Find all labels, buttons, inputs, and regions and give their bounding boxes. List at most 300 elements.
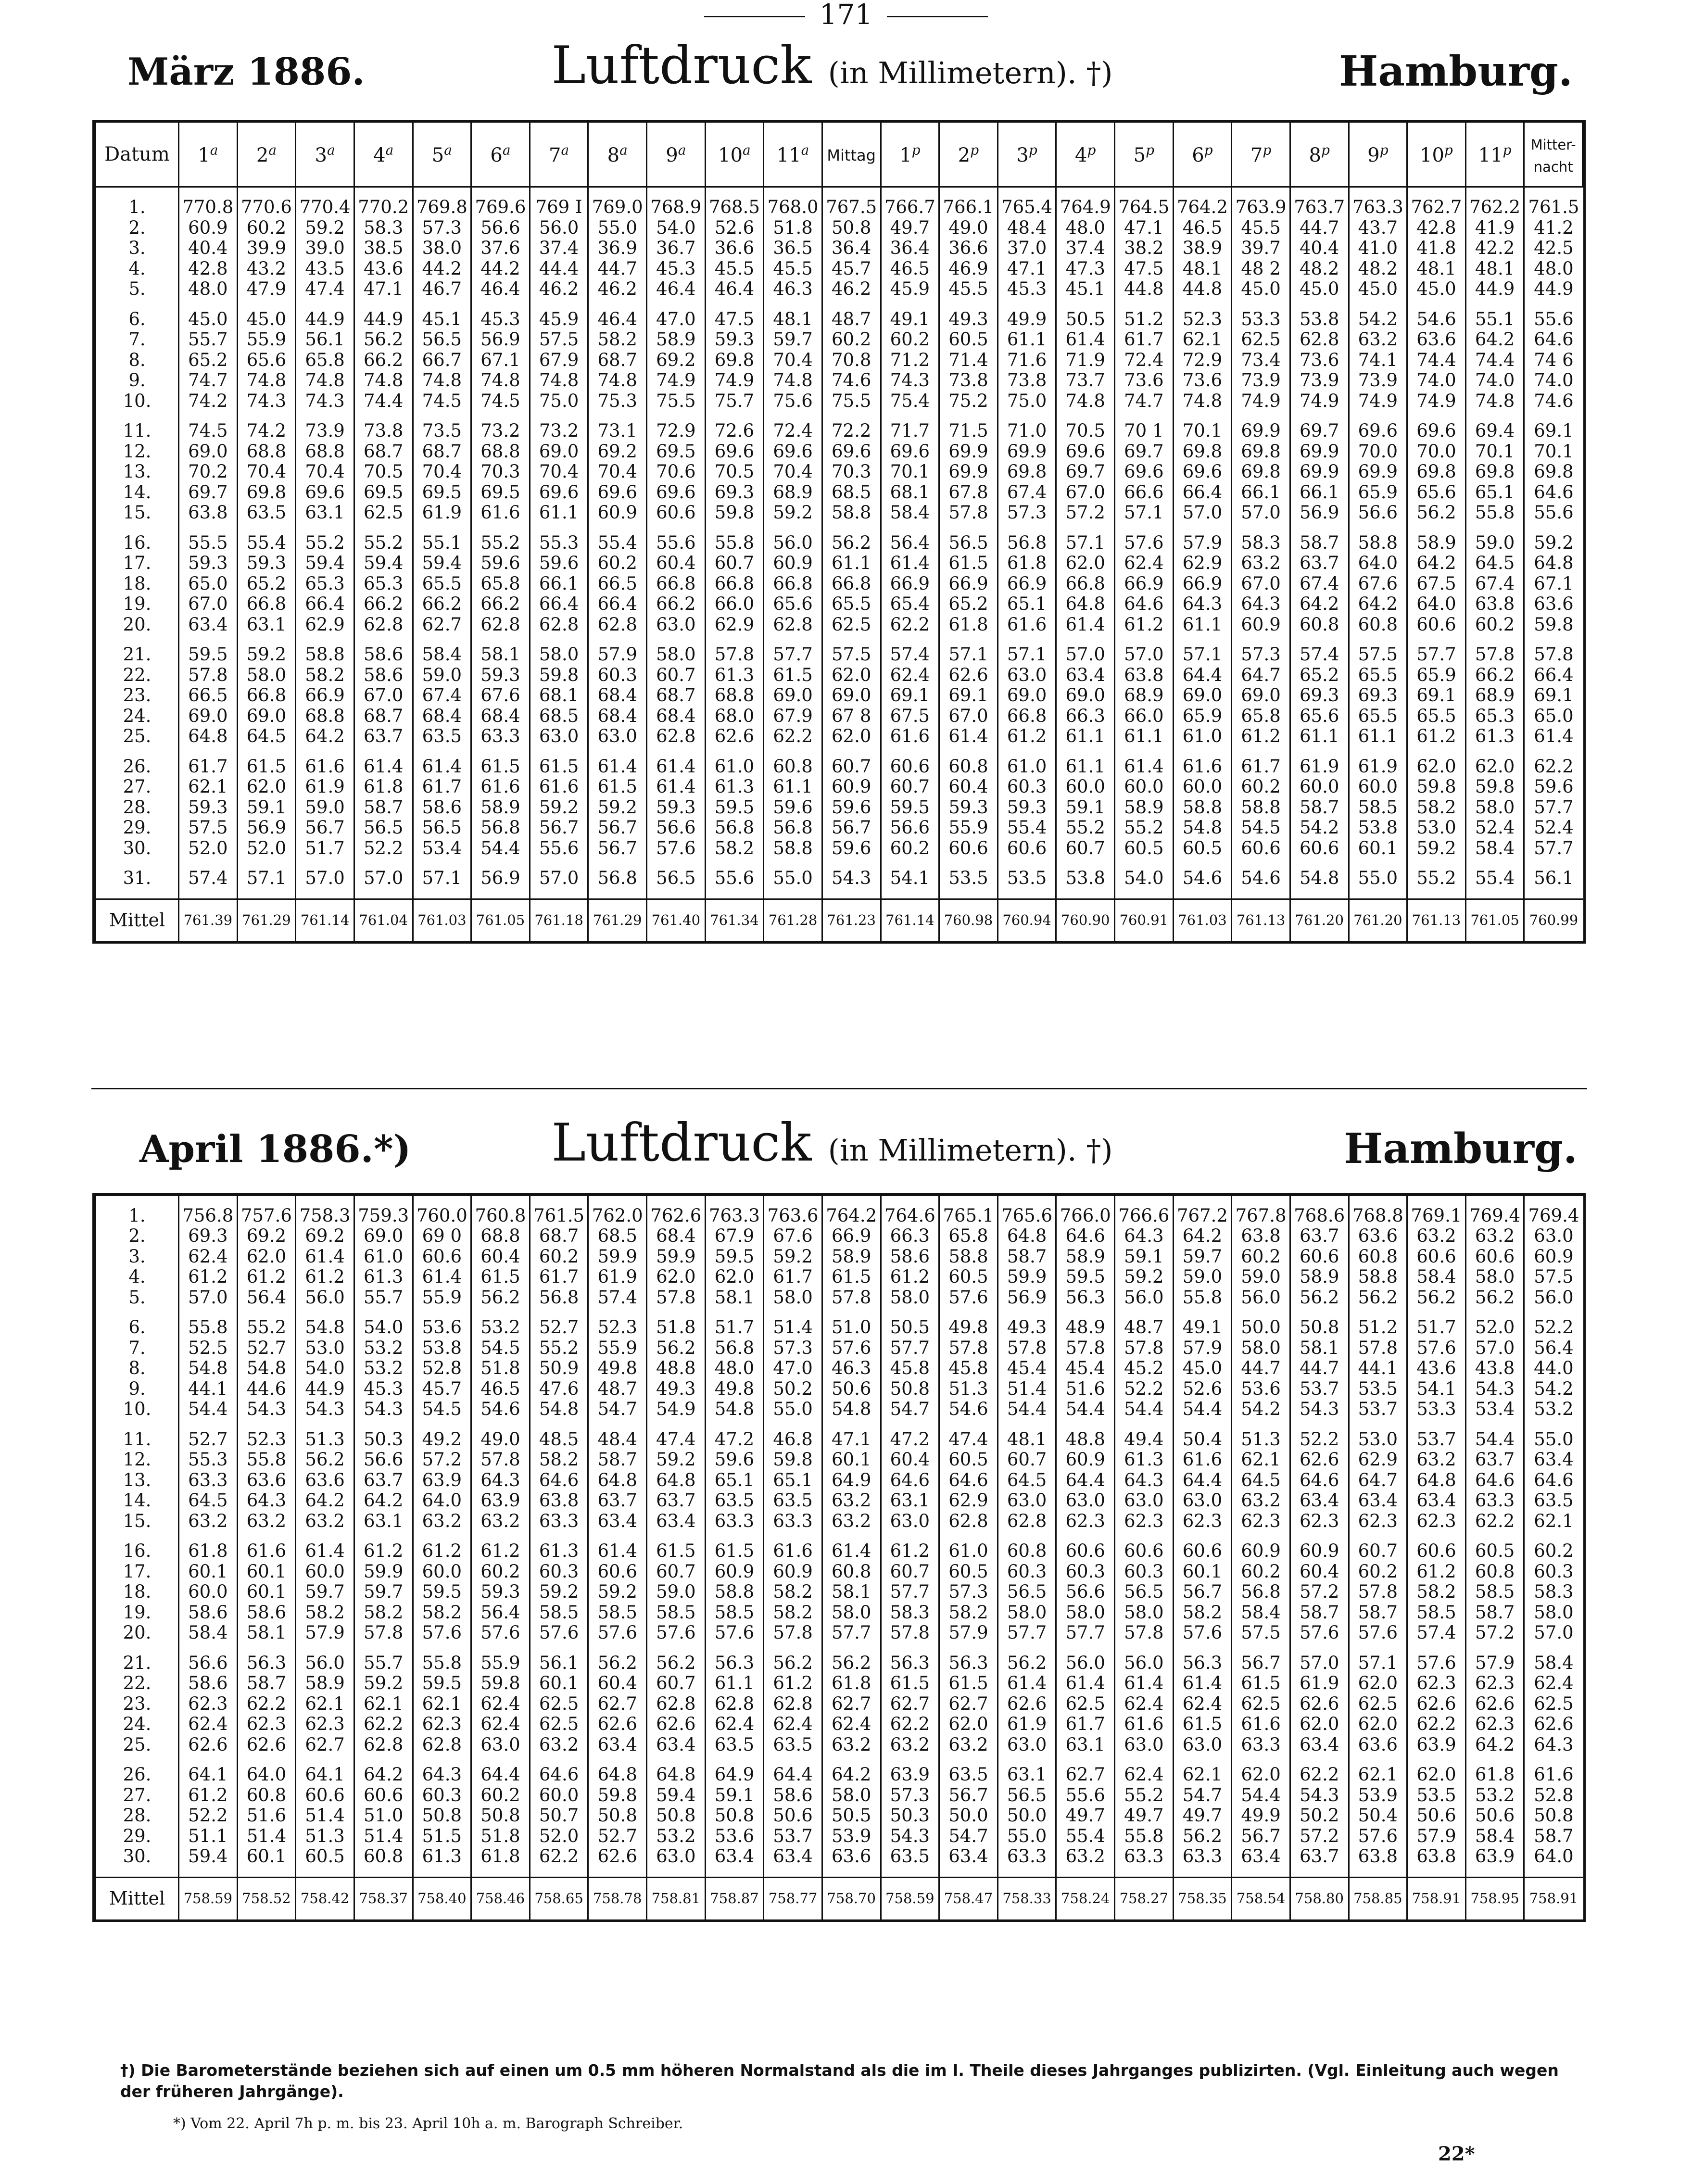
- pressure-cell: 61.4: [1115, 1673, 1174, 1694]
- hour-header: [1056, 123, 1115, 187]
- pressure-cell: 60.5: [296, 1846, 354, 1867]
- spacer-cell: [530, 1755, 588, 1765]
- pressure-cell: 53.0: [296, 1338, 354, 1359]
- pressure-cell: 67.6: [764, 1226, 822, 1247]
- pressure-cell: 762.7: [1407, 197, 1466, 218]
- pressure-cell: 56.2: [1290, 1288, 1349, 1308]
- pressure-cell: 70.4: [237, 462, 296, 482]
- pressure-cell: 68.8: [471, 1226, 530, 1247]
- pressure-cell: 60.9: [588, 503, 647, 523]
- pressure-cell: 45.0: [237, 309, 296, 330]
- pressure-cell: 58.0: [1115, 1603, 1174, 1623]
- pressure-cell: 69.0: [1056, 685, 1115, 706]
- pressure-cell: 54.8: [1290, 868, 1349, 889]
- spacer-cell: [1407, 1867, 1466, 1878]
- pressure-cell: 59.2: [764, 1247, 822, 1267]
- pressure-cell: 62.1: [413, 1694, 471, 1715]
- pressure-cell: 45.2: [1115, 1358, 1174, 1379]
- table-row: [96, 553, 1583, 574]
- spacer-cell: [1056, 747, 1115, 757]
- pressure-cell: 59.9: [354, 1562, 413, 1582]
- pressure-cell: 69.6: [705, 442, 764, 462]
- spacer-cell: [354, 1195, 413, 1206]
- pressure-cell: 65.6: [764, 594, 822, 615]
- pressure-cell: 63.2: [296, 1511, 354, 1532]
- pressure-cell: 60.9: [705, 1562, 764, 1582]
- spacer-cell: [1465, 1867, 1524, 1878]
- spacer-cell: [1056, 1308, 1115, 1317]
- pressure-cell: 52.7: [179, 1429, 238, 1450]
- pressure-cell: 55.8: [413, 1653, 471, 1674]
- table-row: [96, 706, 1583, 727]
- pressure-cell: 69.1: [939, 685, 998, 706]
- pressure-cell: 58.4: [1232, 1603, 1290, 1623]
- spacer-cell: [1115, 523, 1174, 533]
- pressure-cell: 63.3: [1232, 1735, 1290, 1755]
- pressure-cell: 57.1: [1056, 533, 1115, 554]
- pressure-cell: 62.8: [354, 615, 413, 635]
- pressure-cell: 765.4: [998, 197, 1056, 218]
- pressure-cell: 58.2: [939, 1603, 998, 1623]
- spacer-cell: [179, 635, 238, 644]
- pressure-cell: 60.2: [1232, 777, 1290, 797]
- table-row: [96, 442, 1583, 462]
- pressure-cell: 48.1: [1173, 259, 1232, 279]
- spacer-cell: [588, 411, 647, 421]
- pressure-cell: 63.5: [764, 1490, 822, 1511]
- pressure-cell: 61.5: [530, 757, 588, 777]
- pressure-cell: 58.6: [237, 1603, 296, 1623]
- pressure-cell: 64.7: [1232, 665, 1290, 686]
- spacer-cell: [822, 1867, 881, 1878]
- pressure-cell: 69.7: [1115, 442, 1174, 462]
- table-row: [96, 421, 1583, 442]
- pressure-cell: 56.0: [1524, 1288, 1583, 1308]
- pressure-cell: 38.0: [413, 238, 471, 259]
- pressure-cell: 60.2: [881, 329, 939, 350]
- spacer-cell: [1115, 1420, 1174, 1429]
- spacer-cell: [179, 1755, 238, 1765]
- pressure-cell: 62.4: [1115, 553, 1174, 574]
- spacer-cell: [1524, 1308, 1583, 1317]
- pressure-cell: 764.9: [1056, 197, 1115, 218]
- mittel-cell: 758.78: [588, 1877, 647, 1919]
- pressure-cell: 64.7: [1349, 1470, 1407, 1491]
- pressure-cell: 56.8: [998, 533, 1056, 554]
- spacer-cell: [998, 1531, 1056, 1541]
- spacer-cell: [530, 1531, 588, 1541]
- hour-header: [296, 123, 354, 187]
- pressure-cell: 63.7: [354, 1470, 413, 1491]
- datum-cell: 9.: [96, 1379, 179, 1400]
- pressure-cell: 49.1: [881, 309, 939, 330]
- pressure-cell: 56.7: [588, 818, 647, 838]
- table-row: [96, 726, 1583, 747]
- pressure-cell: 56.7: [1173, 1582, 1232, 1603]
- spacer-cell: [530, 1195, 588, 1206]
- pressure-cell: 60.6: [354, 1785, 413, 1806]
- pressure-cell: 60.4: [1290, 1562, 1349, 1582]
- spacer-cell: [1173, 1531, 1232, 1541]
- spacer-cell: [471, 1643, 530, 1653]
- pressure-cell: 46.3: [764, 279, 822, 300]
- pressure-cell: 764.5: [1115, 197, 1174, 218]
- spacer-cell: [1232, 1867, 1290, 1878]
- spacer-cell: [939, 1531, 998, 1541]
- pressure-cell: 56.4: [237, 1288, 296, 1308]
- spacer-cell: [296, 635, 354, 644]
- pressure-cell: 73.6: [1290, 350, 1349, 371]
- pressure-cell: 45.5: [939, 279, 998, 300]
- pressure-cell: 60.1: [237, 1582, 296, 1603]
- pressure-cell: 45.0: [179, 309, 238, 330]
- pressure-cell: 58.2: [296, 665, 354, 686]
- spacer-cell: [1232, 889, 1290, 899]
- pressure-cell: 63.4: [588, 1511, 647, 1532]
- pressure-cell: 64.2: [296, 726, 354, 747]
- spacer-cell: [1465, 1420, 1524, 1429]
- pressure-cell: 64.2: [1173, 1226, 1232, 1247]
- table-row: [96, 1582, 1583, 1603]
- pressure-cell: 58.0: [1465, 797, 1524, 818]
- pressure-cell: 44.9: [296, 309, 354, 330]
- spacer-cell: [96, 523, 179, 533]
- pressure-cell: 61.8: [354, 777, 413, 797]
- pressure-cell: 63.4: [1290, 1490, 1349, 1511]
- pressure-cell: 69.9: [998, 442, 1056, 462]
- pressure-cell: 62.0: [822, 665, 881, 686]
- pressure-cell: 43.5: [296, 259, 354, 279]
- pressure-cell: 61.5: [471, 1267, 530, 1288]
- pressure-cell: 52.7: [588, 1826, 647, 1847]
- spacer-cell: [179, 858, 238, 868]
- spacer-cell: [1524, 1531, 1583, 1541]
- table-row: [96, 391, 1583, 412]
- pressure-cell: 39.7: [1232, 238, 1290, 259]
- pressure-cell: 69.1: [1524, 421, 1583, 442]
- pressure-cell: 67 8: [822, 706, 881, 727]
- pressure-cell: 769.6: [471, 197, 530, 218]
- spacer-cell: [764, 1755, 822, 1765]
- spacer-cell: [647, 858, 706, 868]
- pressure-cell: 61.3: [705, 777, 764, 797]
- hour-header: [1349, 123, 1407, 187]
- pressure-cell: 73.5: [413, 421, 471, 442]
- mittel-cell: 760.94: [998, 899, 1056, 941]
- pressure-cell: 69.8: [1173, 442, 1232, 462]
- pressure-cell: 63.9: [1407, 1735, 1466, 1755]
- pressure-cell: 73.9: [1290, 370, 1349, 391]
- pressure-cell: 61.2: [179, 1267, 238, 1288]
- pressure-cell: 62.3: [1173, 1511, 1232, 1532]
- pressure-cell: 57.6: [471, 1623, 530, 1643]
- datum-cell: 2.: [96, 218, 179, 239]
- spacer-cell: [881, 523, 939, 533]
- pressure-cell: 761.5: [530, 1206, 588, 1226]
- pressure-cell: 69.3: [1290, 685, 1349, 706]
- pressure-cell: 58.8: [1173, 797, 1232, 818]
- mittel-cell: 761.14: [296, 899, 354, 941]
- spacer-cell: [1465, 1308, 1524, 1317]
- spacer-cell: [1524, 187, 1583, 198]
- pressure-cell: 67.1: [471, 350, 530, 371]
- pressure-cell: 61.1: [1290, 726, 1349, 747]
- pressure-cell: 40.4: [179, 238, 238, 259]
- pressure-cell: 65.6: [1407, 482, 1466, 503]
- pressure-cell: 52.6: [705, 218, 764, 239]
- pressure-cell: 75.5: [822, 391, 881, 412]
- pressure-cell: 69.3: [1349, 685, 1407, 706]
- pressure-cell: 66.9: [1173, 574, 1232, 594]
- pressure-cell: 58.2: [1407, 1582, 1466, 1603]
- pressure-cell: 63.6: [296, 1470, 354, 1491]
- pressure-cell: 48.2: [1349, 259, 1407, 279]
- pressure-cell: 57.5: [822, 644, 881, 665]
- pressure-cell: 65.4: [881, 594, 939, 615]
- pressure-cell: 66.9: [939, 574, 998, 594]
- pressure-cell: 57.8: [1115, 1338, 1174, 1359]
- pressure-cell: 63.3: [998, 1846, 1056, 1867]
- pressure-cell: 60.9: [764, 1562, 822, 1582]
- table-row: [96, 1714, 1583, 1735]
- spacer-cell: [471, 1867, 530, 1878]
- spacer-cell: [1465, 300, 1524, 309]
- spacer-cell: [1115, 889, 1174, 899]
- pressure-cell: 57.0: [1173, 503, 1232, 523]
- pressure-cell: 55.7: [354, 1288, 413, 1308]
- pressure-cell: 64.0: [237, 1765, 296, 1785]
- spacer-cell: [1290, 858, 1349, 868]
- datum-header: [96, 123, 179, 187]
- spacer-cell: [1524, 635, 1583, 644]
- pressure-cell: 57.0: [296, 868, 354, 889]
- pressure-cell: 63.2: [1407, 1450, 1466, 1470]
- spacer-cell: [179, 1195, 238, 1206]
- spacer-cell: [1465, 187, 1524, 198]
- pressure-cell: 69.6: [1115, 462, 1174, 482]
- pressure-cell: 63.6: [1349, 1735, 1407, 1755]
- pressure-cell: 56.0: [1115, 1288, 1174, 1308]
- hour-header: [705, 123, 764, 187]
- pressure-cell: 71.9: [1056, 350, 1115, 371]
- pressure-cell: 53.4: [1465, 1399, 1524, 1420]
- pressure-cell: 59.5: [1056, 1267, 1115, 1288]
- pressure-cell: 45.3: [647, 259, 706, 279]
- pressure-cell: 62.7: [1056, 1765, 1115, 1785]
- pressure-cell: 64.6: [1056, 1226, 1115, 1247]
- pressure-cell: 58.2: [705, 838, 764, 859]
- pressure-cell: 57.2: [1056, 503, 1115, 523]
- spacer-cell: [1056, 300, 1115, 309]
- pressure-cell: 56.6: [354, 1450, 413, 1470]
- hour-header: [647, 123, 706, 187]
- pressure-cell: 62.5: [1232, 1694, 1290, 1715]
- pressure-cell: 53.2: [354, 1358, 413, 1379]
- spacer-cell: [764, 187, 822, 198]
- pressure-cell: 68.5: [530, 706, 588, 727]
- pressure-cell: 53.6: [1232, 1379, 1290, 1400]
- pressure-cell: 55.2: [471, 533, 530, 554]
- pressure-cell: 46.2: [530, 279, 588, 300]
- pressure-cell: 64.1: [296, 1765, 354, 1785]
- spacer-cell: [1524, 523, 1583, 533]
- pressure-cell: 60.7: [1349, 1541, 1407, 1562]
- pressure-cell: 59.6: [764, 797, 822, 818]
- pressure-cell: 768.9: [647, 197, 706, 218]
- pressure-cell: 61.4: [1524, 726, 1583, 747]
- spacer-cell: [881, 1755, 939, 1765]
- pressure-cell: 58.5: [530, 1603, 588, 1623]
- pressure-cell: 61.8: [998, 553, 1056, 574]
- table-row: [96, 1562, 1583, 1582]
- table-row: [96, 279, 1583, 300]
- mittel-cell: 761.20: [1349, 899, 1407, 941]
- pressure-cell: 64.9: [705, 1765, 764, 1785]
- pressure-cell: 62.6: [237, 1735, 296, 1755]
- pressure-cell: 58.5: [1407, 1603, 1466, 1623]
- table-row: [96, 1358, 1583, 1379]
- pressure-cell: 65.1: [998, 594, 1056, 615]
- section-divider: [91, 1088, 1587, 1089]
- pressure-cell: 44.2: [413, 259, 471, 279]
- pressure-cell: 62.7: [296, 1735, 354, 1755]
- pressure-cell: 57.7: [881, 1582, 939, 1603]
- spacer-cell: [1524, 1420, 1583, 1429]
- pressure-cell: 61.4: [881, 553, 939, 574]
- pressure-cell: 60.3: [998, 777, 1056, 797]
- pressure-cell: 74.8: [413, 370, 471, 391]
- pressure-cell: 68.5: [588, 1226, 647, 1247]
- spacer-cell: [822, 1755, 881, 1765]
- pressure-cell: 52.2: [1115, 1379, 1174, 1400]
- hour-label: 11$^p$: [1478, 142, 1512, 167]
- mittel-cell: 761.04: [354, 899, 413, 941]
- pressure-cell: 61.1: [998, 329, 1056, 350]
- pressure-cell: 56.4: [881, 533, 939, 554]
- pressure-cell: 61.8: [822, 1673, 881, 1694]
- pressure-cell: 58.2: [1173, 1603, 1232, 1623]
- pressure-cell: 56.6: [1349, 503, 1407, 523]
- mittel-cell: 761.34: [705, 899, 764, 941]
- table-row: [96, 482, 1583, 503]
- pressure-cell: 54.0: [647, 218, 706, 239]
- mittel-cell: 761.40: [647, 899, 706, 941]
- pressure-cell: 61.0: [354, 1247, 413, 1267]
- spacer-cell: [939, 300, 998, 309]
- spacer-cell: [1349, 889, 1407, 899]
- spacer-cell: [705, 1420, 764, 1429]
- datum-cell: 24.: [96, 706, 179, 727]
- hour-header: [1524, 123, 1583, 187]
- pressure-cell: 60.6: [588, 1562, 647, 1582]
- mittel-cell: 761.28: [764, 899, 822, 941]
- pressure-cell: 61.4: [822, 1541, 881, 1562]
- pressure-cell: 57.6: [647, 1623, 706, 1643]
- mittel-cell: 760.98: [939, 899, 998, 941]
- pressure-cell: 53.2: [647, 1826, 706, 1847]
- pressure-cell: 74.9: [1290, 391, 1349, 412]
- pressure-cell: 71.4: [939, 350, 998, 371]
- pressure-cell: 50.2: [1290, 1805, 1349, 1826]
- pressure-cell: 46.2: [588, 279, 647, 300]
- pressure-cell: 69.7: [1290, 421, 1349, 442]
- spacer-cell: [881, 1420, 939, 1429]
- pressure-cell: 52.2: [179, 1805, 238, 1826]
- pressure-cell: 74.3: [296, 391, 354, 412]
- pressure-cell: 58.1: [1290, 1338, 1349, 1359]
- pressure-cell: 767.8: [1232, 1206, 1290, 1226]
- datum-cell: 26.: [96, 1765, 179, 1785]
- pressure-cell: 55.8: [705, 533, 764, 554]
- pressure-cell: 58.8: [296, 644, 354, 665]
- spacer-cell: [354, 523, 413, 533]
- pressure-cell: 50.0: [939, 1805, 998, 1826]
- pressure-cell: 39.0: [296, 238, 354, 259]
- spacer-cell: [705, 1531, 764, 1541]
- pressure-cell: 59.2: [530, 1582, 588, 1603]
- pressure-cell: 57.8: [1056, 1338, 1115, 1359]
- pressure-cell: 52.0: [1465, 1317, 1524, 1338]
- pressure-cell: 74.0: [1407, 370, 1466, 391]
- pressure-cell: 63.4: [1524, 1450, 1583, 1470]
- pressure-cell: 760.0: [413, 1206, 471, 1226]
- pressure-cell: 58.5: [647, 1603, 706, 1623]
- pressure-cell: 63.7: [1290, 1846, 1349, 1867]
- hour-header: [588, 123, 647, 187]
- pressure-cell: 47.4: [647, 1429, 706, 1450]
- pressure-cell: 59.3: [471, 665, 530, 686]
- pressure-cell: 57.7: [1524, 797, 1583, 818]
- pressure-cell: 56.6: [179, 1653, 238, 1674]
- pressure-cell: 58.2: [764, 1582, 822, 1603]
- pressure-cell: 69.6: [822, 442, 881, 462]
- spacer-cell: [237, 1643, 296, 1653]
- pressure-cell: 61.6: [1173, 757, 1232, 777]
- spacer-cell: [179, 1308, 238, 1317]
- table-row: [96, 1379, 1583, 1400]
- datum-cell: 29.: [96, 1826, 179, 1847]
- spacer-cell: [96, 1308, 179, 1317]
- pressure-cell: 62.4: [881, 665, 939, 686]
- pressure-cell: 50.5: [1056, 309, 1115, 330]
- pressure-cell: 61.4: [588, 1541, 647, 1562]
- pressure-cell: 63.2: [1465, 1226, 1524, 1247]
- pressure-cell: 59.4: [647, 1785, 706, 1806]
- spacer-cell: [998, 635, 1056, 644]
- spacer-cell: [647, 1755, 706, 1765]
- pressure-cell: 61.1: [1056, 757, 1115, 777]
- pressure-cell: 57.6: [1290, 1623, 1349, 1643]
- spacer-cell: [1290, 635, 1349, 644]
- pressure-cell: 57.6: [939, 1288, 998, 1308]
- pressure-cell: 44.7: [1290, 218, 1349, 239]
- pressure-cell: 63.7: [354, 726, 413, 747]
- pressure-cell: 58.7: [1465, 1603, 1524, 1623]
- pressure-cell: 60.5: [939, 1450, 998, 1470]
- pressure-cell: 68.9: [1465, 685, 1524, 706]
- pressure-cell: 61.4: [413, 757, 471, 777]
- pressure-cell: 764.2: [1173, 197, 1232, 218]
- pressure-cell: 54.0: [1115, 868, 1174, 889]
- hour-header: [354, 123, 413, 187]
- pressure-cell: 74.8: [1173, 391, 1232, 412]
- pressure-cell: 57.4: [179, 868, 238, 889]
- table-row: [96, 1206, 1583, 1226]
- spacer-cell: [1056, 858, 1115, 868]
- pressure-cell: 62.6: [705, 726, 764, 747]
- pressure-cell: 59.0: [296, 797, 354, 818]
- pressure-cell: 60.6: [881, 757, 939, 777]
